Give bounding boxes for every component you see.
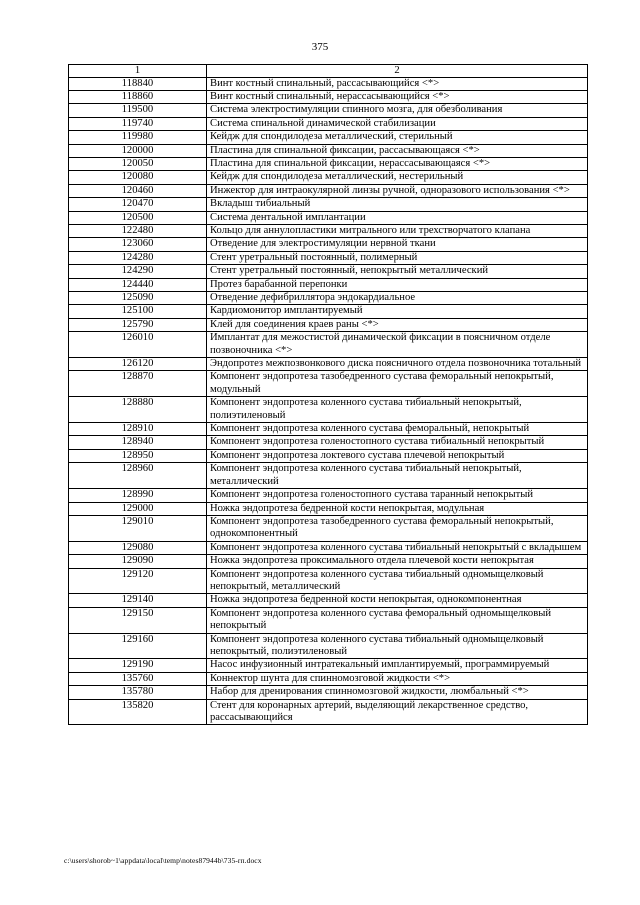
device-name-cell: Компонент эндопротеза голеностопного сустава тибиальный непокрытый [207, 436, 588, 449]
table-row [69, 541, 588, 554]
device-code-cell: 129160 [69, 633, 207, 659]
table-row [69, 633, 588, 659]
table-row [69, 184, 588, 197]
device-name-cell: Стент уретральный постоянный, непокрытый металлический [207, 265, 588, 278]
table-row [69, 672, 588, 685]
table-row [69, 265, 588, 278]
table-row [69, 224, 588, 237]
device-name-cell: Ножка эндопротеза проксимального отдела плечевой кости непокрытая [207, 555, 588, 568]
device-code-cell: 128870 [69, 371, 207, 397]
table-row [69, 318, 588, 331]
device-name-cell: Компонент эндопротеза голеностопного сустава таранный непокрытый [207, 489, 588, 502]
table-row [69, 502, 588, 515]
table-row [69, 238, 588, 251]
device-code-cell: 128960 [69, 463, 207, 489]
device-name-cell: Компонент эндопротеза коленного сустава феморальный одномыщелковый непокрытый [207, 607, 588, 633]
device-code-cell: 129120 [69, 568, 207, 594]
device-code-cell: 125790 [69, 318, 207, 331]
device-code-cell: 129080 [69, 541, 207, 554]
device-code-cell: 120000 [69, 144, 207, 157]
device-name-cell: Винт костный спинальный, рассасывающийся <*> [207, 77, 588, 90]
device-code-cell: 129000 [69, 502, 207, 515]
table-row [69, 332, 588, 358]
table-body [69, 77, 588, 725]
device-code-cell: 120460 [69, 184, 207, 197]
table-row [69, 117, 588, 130]
device-code-cell: 119740 [69, 117, 207, 130]
table-row [69, 397, 588, 423]
device-name-cell: Стент для коронарных артерий, выделяющий лекарственное средство, рассасывающийся [207, 699, 588, 725]
device-name-cell: Компонент эндопротеза коленного сустава тибиальный непокрытый, металлический [207, 463, 588, 489]
device-name-cell: Клей для соединения краев раны <*> [207, 318, 588, 331]
device-code-cell: 120470 [69, 198, 207, 211]
device-name-cell: Система электростимуляции спинного мозга, для обезболивания [207, 104, 588, 117]
device-code-cell: 124280 [69, 251, 207, 264]
device-name-cell: Имплантат для межостистой динамической фиксации в поясничном отделе позвоночника <*> [207, 332, 588, 358]
table-row [69, 555, 588, 568]
device-code-cell: 129010 [69, 515, 207, 541]
device-name-cell: Ножка эндопротеза бедренной кости непокрытая, модульная [207, 502, 588, 515]
device-code-cell: 135760 [69, 672, 207, 685]
table-header-row [69, 65, 588, 78]
table-row [69, 686, 588, 699]
table-row [69, 489, 588, 502]
device-name-cell: Отведение дефибриллятора эндокардиальное [207, 292, 588, 305]
page-number: 375 [311, 41, 329, 53]
table-row [69, 292, 588, 305]
device-name-cell: Пластина для спинальной фиксации, нерассасывающаяся <*> [207, 157, 588, 170]
device-code-cell: 122480 [69, 224, 207, 237]
device-code-cell: 128950 [69, 449, 207, 462]
table-row [69, 77, 588, 90]
table-row [69, 371, 588, 397]
device-name-cell: Протез барабанной перепонки [207, 278, 588, 291]
device-code-cell: 129190 [69, 659, 207, 672]
column-header-name: 2 [207, 65, 588, 78]
table-row [69, 699, 588, 725]
table-row [69, 144, 588, 157]
table-row [69, 157, 588, 170]
device-registry-table [68, 64, 588, 725]
device-name-cell: Компонент эндопротеза тазобедренного сустава феморальный непокрытый, модульный [207, 371, 588, 397]
table-row [69, 198, 588, 211]
device-name-cell: Вкладыш тибиальный [207, 198, 588, 211]
device-name-cell: Инжектор для интраокулярной линзы ручной, одноразового использования <*> [207, 184, 588, 197]
device-name-cell: Насос инфузионный интратекальный имплантируемый, программируемый [207, 659, 588, 672]
file-path-footer: c:\users\shorob~1\appdata\local\temp\notes87944b\735-rп.docx [64, 856, 262, 865]
table-row [69, 449, 588, 462]
table-row [69, 278, 588, 291]
device-name-cell: Ножка эндопротеза бедренной кости непокрытая, однокомпонентная [207, 594, 588, 607]
device-name-cell: Система спинальной динамической стабилизации [207, 117, 588, 130]
table-row [69, 251, 588, 264]
device-code-cell: 129150 [69, 607, 207, 633]
table-row [69, 594, 588, 607]
device-code-cell: 126010 [69, 332, 207, 358]
table-row [69, 171, 588, 184]
device-name-cell: Система дентальной имплантации [207, 211, 588, 224]
device-code-cell: 128910 [69, 423, 207, 436]
device-name-cell: Эндопротез межпозвонкового диска поясничного отдела позвоночника тотальный [207, 358, 588, 371]
device-name-cell: Коннектор шунта для спинномозговой жидкости <*> [207, 672, 588, 685]
device-code-cell: 119980 [69, 131, 207, 144]
table-row [69, 568, 588, 594]
table-row [69, 211, 588, 224]
device-name-cell: Пластина для спинальной фиксации, рассасывающаяся <*> [207, 144, 588, 157]
table-row [69, 358, 588, 371]
device-name-cell: Кольцо для аннулопластики митрального или трехстворчатого клапана [207, 224, 588, 237]
table-row [69, 423, 588, 436]
device-code-cell: 128880 [69, 397, 207, 423]
device-code-cell: 129090 [69, 555, 207, 568]
device-code-cell: 124440 [69, 278, 207, 291]
device-name-cell: Компонент эндопротеза коленного сустава феморальный, непокрытый [207, 423, 588, 436]
device-code-cell: 129140 [69, 594, 207, 607]
device-code-cell: 118840 [69, 77, 207, 90]
device-code-cell: 125090 [69, 292, 207, 305]
table-row [69, 90, 588, 103]
table-row [69, 515, 588, 541]
device-code-cell: 135780 [69, 686, 207, 699]
device-name-cell: Компонент эндопротеза коленного сустава тибиальный одномыщелковый непокрытый, полиэтиленовый [207, 633, 588, 659]
device-code-cell: 118860 [69, 90, 207, 103]
device-code-cell: 120080 [69, 171, 207, 184]
table-row [69, 463, 588, 489]
table-row [69, 607, 588, 633]
device-name-cell: Компонент эндопротеза коленного сустава тибиальный непокрытый, полиэтиленовый [207, 397, 588, 423]
device-code-cell: 128940 [69, 436, 207, 449]
device-name-cell: Винт костный спинальный, нерассасывающийся <*> [207, 90, 588, 103]
device-code-cell: 128990 [69, 489, 207, 502]
column-header-code: 1 [69, 65, 207, 78]
device-code-cell: 120050 [69, 157, 207, 170]
device-code-cell: 125100 [69, 305, 207, 318]
device-code-cell: 120500 [69, 211, 207, 224]
table-row [69, 104, 588, 117]
table-row [69, 436, 588, 449]
device-code-cell: 135820 [69, 699, 207, 725]
table-row [69, 305, 588, 318]
device-name-cell: Набор для дренирования спинномозговой жидкости, люмбальный <*> [207, 686, 588, 699]
device-name-cell: Компонент эндопротеза тазобедренного сустава феморальный непокрытый, однокомпонентный [207, 515, 588, 541]
device-name-cell: Стент уретральный постоянный, полимерный [207, 251, 588, 264]
device-name-cell: Компонент эндопротеза локтевого сустава плечевой непокрытый [207, 449, 588, 462]
device-code-cell: 124290 [69, 265, 207, 278]
device-code-cell: 123060 [69, 238, 207, 251]
table-row [69, 131, 588, 144]
device-name-cell: Компонент эндопротеза коленного сустава тибиальный одномыщелковый непокрытый, металлический [207, 568, 588, 594]
device-name-cell: Компонент эндопротеза коленного сустава тибиальный непокрытый с вкладышем [207, 541, 588, 554]
device-code-cell: 126120 [69, 358, 207, 371]
table-row [69, 659, 588, 672]
device-code-cell: 119500 [69, 104, 207, 117]
device-name-cell: Кейдж для спондилодеза металлический, нестерильный [207, 171, 588, 184]
device-name-cell: Отведение для электростимуляции нервной ткани [207, 238, 588, 251]
device-name-cell: Кейдж для спондилодеза металлический, стерильный [207, 131, 588, 144]
device-name-cell: Кардиомонитор имплантируемый [207, 305, 588, 318]
